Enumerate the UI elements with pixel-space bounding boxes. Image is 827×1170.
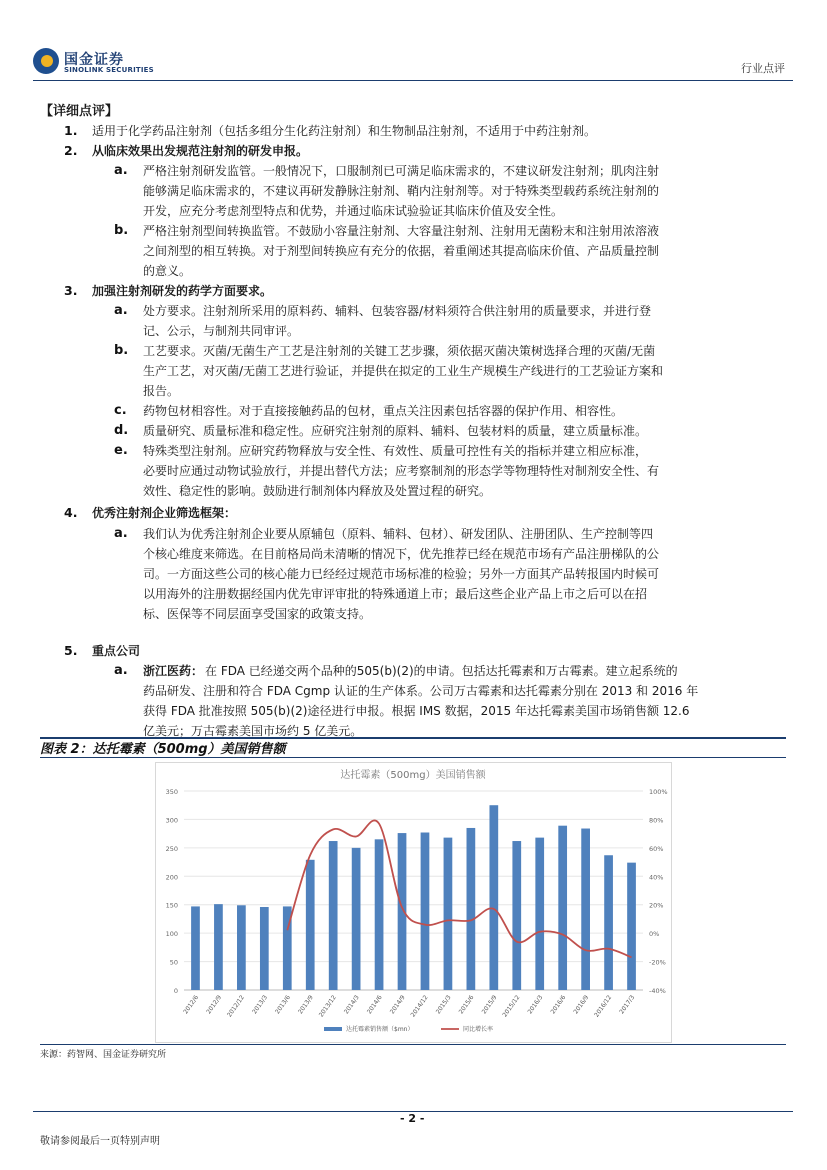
bar (512, 841, 521, 990)
y-right-tick-label: -40% (649, 987, 666, 995)
body-line: 严格注射剂研发监管。一般情况下，口服制剂已可满足临床需求的，不建议研发注射剂；肌肉注射 (143, 164, 660, 178)
body-line: 之间剂型的相互转换。对于剂型间转换应有充分的依据，着重阐述其提高临床价值、产品质量控制 (143, 244, 660, 258)
x-tick-label: 2013/12 (317, 994, 338, 1019)
y-right-tick-label: 0% (649, 930, 660, 939)
bar (375, 839, 384, 990)
y-left-tick-label: 250 (165, 844, 178, 853)
y-left-tick-label: 0 (173, 987, 178, 995)
x-tick-label: 2015/9 (480, 994, 499, 1016)
x-tick-label: 2016/3 (526, 994, 545, 1016)
figure-title: 图表 2：达托霉素（500mg）美国销售额 (40, 742, 286, 757)
body-line: 加强注射剂研发的药学方面要求。 (92, 284, 273, 298)
figure-rule-bottom (40, 757, 786, 758)
list-label: a. (114, 526, 128, 541)
list-label: a. (114, 303, 128, 318)
list-label: d. (114, 423, 129, 438)
body-line: 特殊类型注射剂。应研究药物释放与安全性、有效性、质量可控性有关的指标并建立相应标准， (143, 444, 648, 458)
body-line: 优秀注射剂企业筛选框架： (92, 506, 237, 520)
x-tick-label: 2012/12 (225, 994, 247, 1019)
x-tick-label: 2016/6 (549, 994, 568, 1016)
bar (467, 828, 476, 990)
body-line: 适用于化学药品注射剂（包括多组分生化药注射剂）和生物制品注射剂，不适用于中药注射剂。 (92, 124, 597, 138)
chart-container (155, 762, 672, 1043)
bar (558, 826, 567, 990)
chart-title: 达托霉素（500mg）美国销售额 (340, 770, 486, 781)
x-tick-label: 2012/6 (182, 994, 201, 1016)
list-label: b. (114, 223, 129, 238)
y-right-tick-label: 20% (649, 901, 664, 910)
body-line: 记、公示，与制剂共同审评。 (143, 324, 300, 338)
figure-source: 来源：药智网、国金证券研究所 (40, 1050, 167, 1060)
x-tick-label: 2015/3 (434, 994, 453, 1016)
bar (398, 833, 407, 990)
list-label: 2. (64, 143, 78, 158)
body-line: 个核心维度来筛选。在目前格局尚未清晰的情况下，优先推荐已经在规范市场有产品注册梯队的公 (143, 547, 660, 561)
list-label: a. (114, 163, 128, 178)
bar (604, 855, 613, 990)
y-left-tick-label: 100 (165, 930, 178, 939)
y-right-tick-label: 80% (649, 816, 664, 825)
company-a-intro: 在 FDA 已经递交两个品种的505(b)(2)的申请。包括达托霉素和万古霉素。建立起系统的 (205, 664, 678, 678)
x-tick-label: 2013/6 (274, 994, 292, 1016)
x-tick-label: 2014/6 (365, 994, 384, 1016)
y-right-tick-label: 100% (649, 788, 668, 796)
body-line: 效性、稳定性的影响。鼓励进行制剂体内释放及处置过程的研究。 (143, 484, 492, 498)
body-line: 我们认为优秀注射剂企业要从原辅包（原料、辅料、包材）、研发团队、注册团队、生产控制等四 (143, 527, 654, 541)
x-tick-label: 2013/3 (251, 994, 269, 1016)
x-tick-label: 2014/12 (409, 994, 430, 1019)
bar (421, 833, 430, 990)
list-label: 3. (64, 283, 78, 298)
body-line: 的意义。 (143, 264, 192, 278)
x-tick-label: 2015/6 (457, 994, 476, 1016)
body-line: 重点公司 (92, 644, 141, 658)
bar (627, 863, 636, 990)
bar (306, 860, 315, 990)
bar (260, 907, 269, 990)
header-divider (33, 80, 793, 81)
body-line: 浙江医药： (143, 664, 204, 678)
x-tick-label: 2017/3 (618, 994, 637, 1016)
y-left-tick-label: 200 (165, 873, 178, 882)
legend-label-line: 同比增长率 (463, 1026, 494, 1033)
body-line: 司。一方面这些公司的核心能力已经经过规范市场标准的检验；另外一方面其产品转报国内时候可 (143, 567, 660, 581)
growth-line (287, 820, 631, 957)
legend-label-bar: 达托霉素销售额（$mn） (346, 1026, 414, 1033)
y-left-tick-label: 350 (165, 788, 178, 796)
x-tick-label: 2014/3 (342, 994, 361, 1016)
x-tick-label: 2013/9 (297, 994, 315, 1016)
list-label: 1. (64, 123, 78, 138)
bar (352, 848, 361, 990)
source-rule (40, 1044, 786, 1045)
body-line: 标、医保等不同层面享受国家的政策支持。 (143, 607, 372, 621)
body-line: 严格注射剂型间转换监管。不鼓励小容量注射剂、大容量注射剂、注射用无菌粉末和注射用浓溶液 (143, 224, 660, 238)
body-line: 亿美元；万古霉素美国市场约 5 亿美元。 (143, 724, 363, 738)
y-left-tick-label: 300 (165, 816, 178, 825)
y-right-tick-label: 40% (649, 873, 664, 882)
sales-chart (156, 763, 671, 1042)
y-left-tick-label: 50 (169, 958, 178, 967)
bar (237, 905, 246, 990)
logo-text-en: SINOLINK SECURITIES (64, 66, 154, 74)
list-label: a. (114, 663, 128, 678)
bar (329, 841, 338, 990)
page-number: - 2 - (400, 1112, 425, 1125)
list-label: 5. (64, 643, 78, 658)
body-line: 处方要求。注射剂所采用的原料药、辅料、包装容器/材料须符合供注射用的质量要求，并进行登 (143, 304, 652, 318)
body-line: 能够满足临床需求的，不建议再研发静脉注射剂、鞘内注射剂等。对于特殊类型载药系统注射剂的 (143, 184, 660, 198)
body-line: 开发，应充分考虑剂型特点和优势，并通过临床试验验证其临床价值及安全性。 (143, 204, 564, 218)
list-label: b. (114, 343, 129, 358)
bar (214, 904, 223, 990)
body-line: 获得 FDA 批准按照 505(b)(2)途径进行申报。根据 IMS 数据，2015 年达托霉素美国市场销售额 12.6 (143, 704, 690, 718)
body-line: 报告。 (143, 384, 180, 398)
y-right-tick-label: 60% (649, 844, 664, 853)
bar (191, 906, 200, 990)
body-line: 必要时应通过动物试验放行，并提出替代方法；应考察制剂的形态学等物理特性对制剂安全性、有 (143, 464, 660, 478)
logo-text-cn: 国金证券 (64, 52, 124, 68)
body-line: 质量研究、质量标准和稳定性。应研究注射剂的原料、辅料、包装材料的质量，建立质量标准。 (143, 424, 648, 438)
body-line: 以用海外的注册数据经国内优先审评审批的特殊通道上市；最后这些企业产品上市之后可以在招 (143, 587, 648, 601)
footer-disclaimer: 敬请参阅最后一页特别声明 (40, 1136, 160, 1147)
body-line: 药品研发、注册和符合 FDA Cgmp 认证的生产体系。公司万古霉素和达托霉素分别在 2013 和 2016 年 (143, 684, 699, 698)
bar (489, 805, 498, 990)
bar (535, 838, 544, 990)
report-type: 行业点评 (741, 62, 785, 75)
x-tick-label: 2016/12 (593, 994, 614, 1019)
logo-mark-inner (41, 55, 53, 67)
x-tick-label: 2015/12 (501, 994, 522, 1019)
y-left-tick-label: 150 (165, 901, 178, 910)
list-label: e. (114, 443, 128, 458)
x-tick-label: 2014/9 (388, 994, 407, 1016)
section-heading: 【详细点评】 (40, 104, 119, 119)
body-line: 工艺要求。灭菌/无菌生产工艺是注射剂的关键工艺步骤，须依据灭菌决策树选择合理的灭菌/无菌 (143, 344, 656, 358)
bar (581, 829, 590, 990)
x-tick-label: 2016/9 (572, 994, 591, 1016)
list-label: 4. (64, 505, 78, 520)
body-line: 生产工艺，对灭菌/无菌工艺进行验证，并提供在拟定的工业生产规模生产线进行的工艺验证方案和 (143, 364, 664, 378)
body-line: 药物包材相容性。对于直接接触药品的包材，重点关注因素包括容器的保护作用、相容性。 (143, 404, 624, 418)
legend-swatch-bar (324, 1027, 342, 1031)
bar (444, 838, 453, 990)
body-line: 从临床效果出发规范注射剂的研发申报。 (92, 144, 309, 158)
x-tick-label: 2012/9 (205, 994, 224, 1016)
y-right-tick-label: -20% (649, 958, 666, 967)
list-label: c. (114, 403, 127, 418)
